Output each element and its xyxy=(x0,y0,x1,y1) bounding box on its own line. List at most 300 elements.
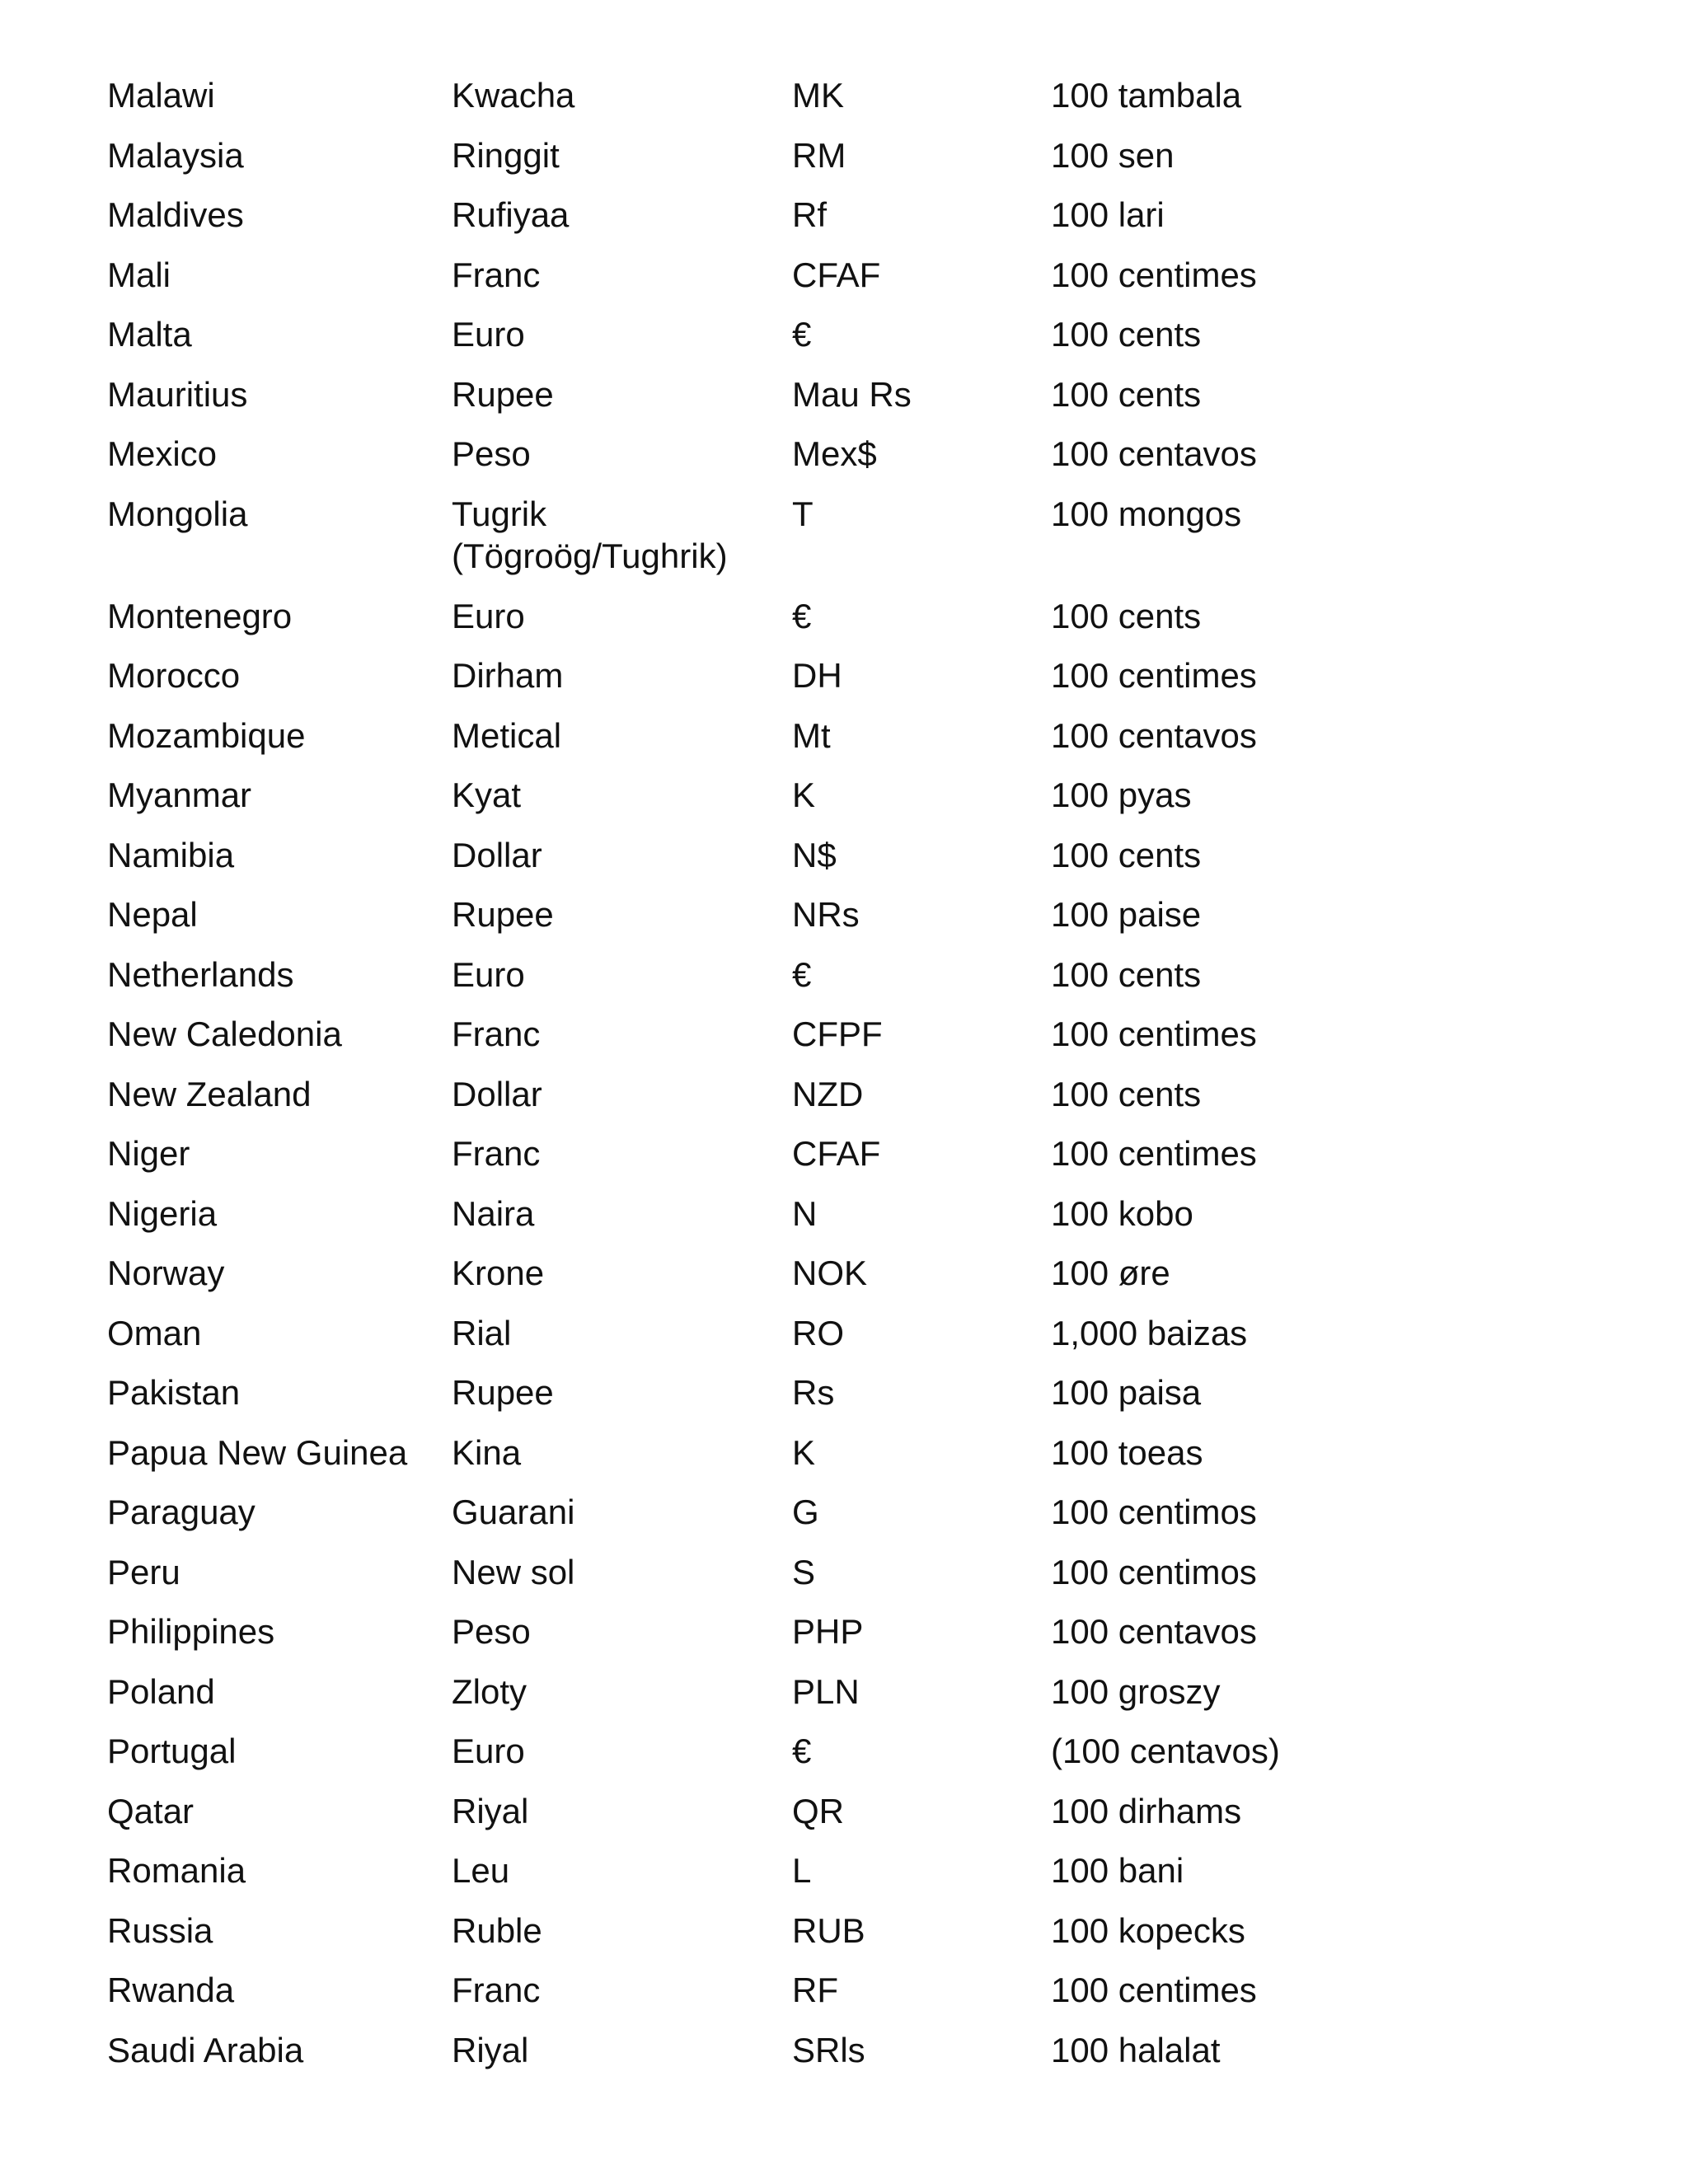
symbol-cell-text: € xyxy=(792,596,812,635)
currency-cell xyxy=(452,1491,792,1551)
symbol-cell-text: NZD xyxy=(792,1074,864,1113)
country-cell-text: Saudi Arabia xyxy=(107,2030,304,2069)
symbol-cell-text: PLN xyxy=(792,1671,860,1711)
table-row xyxy=(107,433,1381,493)
symbol-cell xyxy=(792,373,1051,434)
symbol-cell xyxy=(792,1671,1051,1731)
country-cell-text: New Caledonia xyxy=(107,1015,342,1053)
table-row xyxy=(107,134,1381,194)
symbol-cell xyxy=(792,134,1051,194)
subunit-cell-text: 100 cents xyxy=(1051,954,1202,994)
table-row xyxy=(107,834,1381,894)
subunit-cell-text: 1,000 baizas xyxy=(1051,1313,1248,1352)
country-cell-text: Poland xyxy=(107,1671,215,1711)
table-row xyxy=(107,2029,1381,2089)
country-cell-text: Qatar xyxy=(107,1791,195,1830)
country-cell xyxy=(107,493,452,595)
symbol-cell-text: RF xyxy=(792,1971,838,2009)
country-cell-text: Morocco xyxy=(107,656,241,695)
currency-cell xyxy=(452,433,792,493)
currency-cell xyxy=(452,1013,792,1073)
currency-cell-text: Euro xyxy=(452,596,525,635)
subunit-cell xyxy=(1051,1849,1381,1910)
country-cell xyxy=(107,1730,452,1790)
table-row xyxy=(107,1491,1381,1551)
country-cell-text: Myanmar xyxy=(107,776,252,814)
table-row xyxy=(107,1730,1381,1790)
country-cell xyxy=(107,313,452,373)
symbol-cell-text: DH xyxy=(792,656,842,695)
symbol-cell xyxy=(792,1491,1051,1551)
symbol-cell-text: € xyxy=(792,1732,812,1770)
table-row xyxy=(107,254,1381,314)
country-cell xyxy=(107,254,452,314)
currency-cell xyxy=(452,834,792,894)
table-row xyxy=(107,313,1381,373)
symbol-cell xyxy=(792,893,1051,954)
country-cell-text: Peru xyxy=(107,1552,181,1591)
table-row xyxy=(107,194,1381,254)
currency-cell-text: Rial xyxy=(452,1313,512,1352)
symbol-cell xyxy=(792,254,1051,314)
subunit-cell xyxy=(1051,74,1381,134)
subunit-cell-text: 100 tambala xyxy=(1051,76,1242,115)
country-cell xyxy=(107,954,452,1014)
table-row xyxy=(107,74,1381,134)
country-cell xyxy=(107,1073,452,1133)
subunit-cell-text: 100 centavos xyxy=(1051,1612,1257,1651)
subunit-cell xyxy=(1051,1969,1381,2029)
symbol-cell xyxy=(792,2029,1051,2089)
currency-cell-text: Riyal xyxy=(452,2030,529,2069)
currency-cell xyxy=(452,134,792,194)
currency-cell xyxy=(452,715,792,775)
subunit-cell xyxy=(1051,1193,1381,1253)
subunit-cell xyxy=(1051,774,1381,834)
subunit-cell-text: 100 sen xyxy=(1051,135,1175,175)
symbol-cell-text: RO xyxy=(792,1313,844,1352)
currency-cell-text: Metical xyxy=(452,715,562,755)
subunit-cell-text: 100 kopecks xyxy=(1051,1910,1245,1950)
subunit-cell-text: 100 centimos xyxy=(1051,1493,1257,1531)
symbol-cell xyxy=(792,1013,1051,1073)
table-row xyxy=(107,1790,1381,1850)
subunit-cell-text: 100 øre xyxy=(1051,1254,1170,1292)
country-cell-text: Russia xyxy=(107,1910,213,1950)
subunit-cell xyxy=(1051,194,1381,254)
currency-cell-text: Riyal xyxy=(452,1791,529,1830)
subunit-cell-text: 100 centimes xyxy=(1051,1015,1257,1053)
symbol-cell xyxy=(792,954,1051,1014)
currency-cell-text: Krone xyxy=(452,1254,545,1292)
subunit-cell-text: 100 mongos xyxy=(1051,494,1242,533)
currency-cell xyxy=(452,774,792,834)
country-cell-text: Mauritius xyxy=(107,374,248,414)
subunit-cell xyxy=(1051,1491,1381,1551)
currency-cell xyxy=(452,1671,792,1731)
currency-cell xyxy=(452,254,792,314)
symbol-cell xyxy=(792,433,1051,493)
symbol-cell xyxy=(792,834,1051,894)
subunit-cell-text: 100 cents xyxy=(1051,1074,1202,1113)
table-row xyxy=(107,1610,1381,1671)
currency-cell-text: Rufiyaa xyxy=(452,195,570,234)
symbol-cell-text: Rf xyxy=(792,195,827,234)
currency-cell xyxy=(452,1132,792,1193)
table-row xyxy=(107,373,1381,434)
country-cell xyxy=(107,1132,452,1193)
subunit-cell xyxy=(1051,1312,1381,1372)
country-cell xyxy=(107,1969,452,2029)
table-row xyxy=(107,893,1381,954)
currency-cell-text: Rupee xyxy=(452,895,554,934)
symbol-cell-text: NOK xyxy=(792,1254,868,1292)
subunit-cell xyxy=(1051,134,1381,194)
currency-cell-text: Peso xyxy=(452,434,531,473)
currency-cell-text: Euro xyxy=(452,1732,525,1770)
symbol-cell-text: L xyxy=(792,1851,812,1890)
subunit-cell xyxy=(1051,1432,1381,1492)
subunit-cell-text: 100 bani xyxy=(1051,1851,1184,1890)
country-cell-text: Rwanda xyxy=(107,1971,235,2009)
subunit-cell-text: (100 centavos) xyxy=(1051,1732,1280,1770)
table-row xyxy=(107,1371,1381,1432)
subunit-cell xyxy=(1051,1910,1381,1970)
currency-cell xyxy=(452,893,792,954)
subunit-cell xyxy=(1051,834,1381,894)
table-row xyxy=(107,1849,1381,1910)
subunit-cell xyxy=(1051,2029,1381,2089)
subunit-cell-text: 100 dirhams xyxy=(1051,1791,1242,1830)
country-cell-text: Romania xyxy=(107,1851,246,1890)
currency-cell-text: Franc xyxy=(452,1134,541,1173)
country-cell xyxy=(107,194,452,254)
currency-cell-text: Ruble xyxy=(452,1910,542,1950)
currency-cell-text-line2: (Tögroög/Tughrik) xyxy=(452,536,728,575)
currency-cell xyxy=(452,954,792,1014)
subunit-cell-text: 100 lari xyxy=(1051,195,1165,234)
country-cell-text: Malawi xyxy=(107,76,215,115)
country-cell-text: Niger xyxy=(107,1134,190,1173)
symbol-cell xyxy=(792,1849,1051,1910)
subunit-cell-text: 100 cents xyxy=(1051,835,1202,874)
country-cell xyxy=(107,2029,452,2089)
currency-cell-text: New sol xyxy=(452,1552,575,1591)
subunit-cell xyxy=(1051,1073,1381,1133)
table-row xyxy=(107,1910,1381,1970)
symbol-cell xyxy=(792,774,1051,834)
country-cell-text: Nepal xyxy=(107,895,198,934)
country-cell xyxy=(107,774,452,834)
currency-cell xyxy=(452,194,792,254)
currency-cell xyxy=(452,74,792,134)
country-cell xyxy=(107,1312,452,1372)
currency-cell xyxy=(452,1610,792,1671)
subunit-cell xyxy=(1051,313,1381,373)
country-cell xyxy=(107,74,452,134)
currency-cell-text: Franc xyxy=(452,1015,541,1053)
symbol-cell xyxy=(792,1969,1051,2029)
currency-cell xyxy=(452,1371,792,1432)
symbol-cell xyxy=(792,1610,1051,1671)
symbol-cell xyxy=(792,313,1051,373)
country-cell-text: Mali xyxy=(107,255,171,294)
currency-cell-text: Kwacha xyxy=(452,76,575,115)
currency-cell xyxy=(452,1252,792,1312)
table-row xyxy=(107,1252,1381,1312)
subunit-cell xyxy=(1051,1252,1381,1312)
subunit-cell-text: 100 centimes xyxy=(1051,1134,1257,1173)
subunit-cell-text: 100 centavos xyxy=(1051,434,1257,473)
symbol-cell-text: T xyxy=(792,494,814,533)
country-cell xyxy=(107,1013,452,1073)
currency-cell-text: Euro xyxy=(452,954,525,994)
currency-cell-text: Franc xyxy=(452,1971,541,2009)
table-row xyxy=(107,1013,1381,1073)
country-cell-text: Montenegro xyxy=(107,596,293,635)
subunit-cell-text: 100 toeas xyxy=(1051,1432,1203,1472)
country-cell xyxy=(107,595,452,655)
symbol-cell xyxy=(792,493,1051,595)
currency-cell xyxy=(452,1790,792,1850)
country-cell xyxy=(107,893,452,954)
currency-cell xyxy=(452,595,792,655)
currency-cell-text: Rupee xyxy=(452,374,554,414)
country-cell-text: Pakistan xyxy=(107,1373,241,1412)
currency-cell xyxy=(452,313,792,373)
country-cell-text: Maldives xyxy=(107,195,244,234)
subunit-cell xyxy=(1051,254,1381,314)
subunit-cell-text: 100 centimos xyxy=(1051,1552,1257,1591)
symbol-cell xyxy=(792,715,1051,775)
currency-cell xyxy=(452,654,792,715)
subunit-cell-text: 100 paisa xyxy=(1051,1373,1202,1412)
symbol-cell-text: Rs xyxy=(792,1373,835,1412)
country-cell-text: Portugal xyxy=(107,1732,237,1770)
symbol-cell-text: RUB xyxy=(792,1910,865,1950)
table-row xyxy=(107,1432,1381,1492)
symbol-cell-text: N$ xyxy=(792,835,837,874)
symbol-cell xyxy=(792,1910,1051,1970)
currency-cell-text: Guarani xyxy=(452,1493,575,1531)
symbol-cell-text: € xyxy=(792,315,812,354)
country-cell-text: Mexico xyxy=(107,434,218,473)
currency-cell xyxy=(452,1073,792,1133)
currency-cell xyxy=(452,1312,792,1372)
currency-cell xyxy=(452,2029,792,2089)
subunit-cell xyxy=(1051,1730,1381,1790)
currency-cell-text: Kyat xyxy=(452,776,522,814)
currency-cell xyxy=(452,1910,792,1970)
subunit-cell-text: 100 cents xyxy=(1051,315,1202,354)
symbol-cell-text: Mex$ xyxy=(792,434,877,473)
subunit-cell-text: 100 centimes xyxy=(1051,656,1257,695)
currency-cell xyxy=(452,493,792,595)
subunit-cell-text: 100 paise xyxy=(1051,895,1202,934)
symbol-cell-text: S xyxy=(792,1552,816,1591)
table-row xyxy=(107,715,1381,775)
country-cell-text: Namibia xyxy=(107,835,235,874)
currency-table xyxy=(107,74,1381,2088)
table-row xyxy=(107,1312,1381,1372)
currency-cell-text: Leu xyxy=(452,1851,510,1890)
symbol-cell xyxy=(792,1432,1051,1492)
currency-cell-text: Euro xyxy=(452,315,525,354)
country-cell xyxy=(107,373,452,434)
subunit-cell-text: 100 pyas xyxy=(1051,776,1192,814)
symbol-cell-text: CFPF xyxy=(792,1015,883,1053)
table-row xyxy=(107,954,1381,1014)
table-row xyxy=(107,774,1381,834)
subunit-cell-text: 100 kobo xyxy=(1051,1193,1193,1233)
currency-cell xyxy=(452,1730,792,1790)
subunit-cell-text: 100 centimes xyxy=(1051,1971,1257,2009)
currency-cell xyxy=(452,1849,792,1910)
currency-cell-text: Dirham xyxy=(452,656,564,695)
table-row xyxy=(107,493,1381,595)
table-row xyxy=(107,654,1381,715)
symbol-cell-text: N xyxy=(792,1193,818,1233)
currency-cell-text: Dollar xyxy=(452,1074,542,1113)
currency-cell-text: Naira xyxy=(452,1193,535,1233)
subunit-cell-text: 100 halalat xyxy=(1051,2030,1221,2069)
symbol-cell-text: MK xyxy=(792,76,844,115)
symbol-cell-text: NRs xyxy=(792,895,860,934)
subunit-cell-text: 100 centimes xyxy=(1051,255,1257,294)
currency-cell-text: Dollar xyxy=(452,835,542,874)
country-cell xyxy=(107,715,452,775)
subunit-cell xyxy=(1051,954,1381,1014)
subunit-cell xyxy=(1051,1610,1381,1671)
country-cell-text: Mozambique xyxy=(107,715,306,755)
country-cell xyxy=(107,134,452,194)
symbol-cell xyxy=(792,1790,1051,1850)
symbol-cell-text: Mt xyxy=(792,715,831,755)
symbol-cell-text: QR xyxy=(792,1791,844,1830)
country-cell-text: Malaysia xyxy=(107,135,244,175)
table-row xyxy=(107,1551,1381,1611)
currency-cell-text: Zloty xyxy=(452,1671,528,1711)
symbol-cell xyxy=(792,1371,1051,1432)
currency-cell xyxy=(452,1432,792,1492)
currency-cell-text: Peso xyxy=(452,1612,531,1651)
symbol-cell xyxy=(792,654,1051,715)
country-cell xyxy=(107,1790,452,1850)
symbol-cell-text: RM xyxy=(792,135,846,175)
table-row xyxy=(107,1969,1381,2029)
subunit-cell xyxy=(1051,654,1381,715)
country-cell xyxy=(107,1371,452,1432)
country-cell xyxy=(107,1193,452,1253)
symbol-cell-text: K xyxy=(792,1432,816,1472)
country-cell xyxy=(107,1671,452,1731)
currency-cell xyxy=(452,1551,792,1611)
country-cell-text: Netherlands xyxy=(107,954,294,994)
country-cell-text: Mongolia xyxy=(107,494,248,533)
currency-table-body xyxy=(107,74,1381,2088)
subunit-cell xyxy=(1051,1371,1381,1432)
subunit-cell xyxy=(1051,1551,1381,1611)
country-cell-text: Nigeria xyxy=(107,1193,218,1233)
country-cell xyxy=(107,654,452,715)
subunit-cell xyxy=(1051,1671,1381,1731)
country-cell-text: Oman xyxy=(107,1313,202,1352)
subunit-cell xyxy=(1051,1790,1381,1850)
country-cell-text: Malta xyxy=(107,315,192,354)
symbol-cell xyxy=(792,1312,1051,1372)
symbol-cell xyxy=(792,1073,1051,1133)
symbol-cell xyxy=(792,1193,1051,1253)
symbol-cell xyxy=(792,1252,1051,1312)
subunit-cell xyxy=(1051,893,1381,954)
symbol-cell-text: K xyxy=(792,776,816,814)
subunit-cell-text: 100 groszy xyxy=(1051,1671,1221,1711)
currency-cell-text: Rupee xyxy=(452,1373,554,1412)
subunit-cell xyxy=(1051,715,1381,775)
symbol-cell-text: € xyxy=(792,954,812,994)
subunit-cell-text: 100 cents xyxy=(1051,374,1202,414)
country-cell xyxy=(107,1252,452,1312)
symbol-cell xyxy=(792,1730,1051,1790)
currency-cell xyxy=(452,373,792,434)
country-cell xyxy=(107,1432,452,1492)
symbol-cell-text: SRls xyxy=(792,2030,865,2069)
country-cell-text: Papua New Guinea xyxy=(107,1432,408,1472)
symbol-cell xyxy=(792,595,1051,655)
country-cell xyxy=(107,834,452,894)
currency-cell-text: Ringgit xyxy=(452,135,560,175)
symbol-cell xyxy=(792,1132,1051,1193)
symbol-cell-text: PHP xyxy=(792,1612,864,1651)
currency-cell xyxy=(452,1193,792,1253)
subunit-cell xyxy=(1051,433,1381,493)
currency-cell xyxy=(452,1969,792,2029)
table-row xyxy=(107,595,1381,655)
subunit-cell xyxy=(1051,1132,1381,1193)
table-row xyxy=(107,1132,1381,1193)
country-cell-text: Philippines xyxy=(107,1612,275,1651)
table-row xyxy=(107,1671,1381,1731)
symbol-cell-text: CFAF xyxy=(792,255,881,294)
subunit-cell xyxy=(1051,1013,1381,1073)
currency-cell-text: Kina xyxy=(452,1432,522,1472)
currency-cell-text: Franc xyxy=(452,255,541,294)
table-row xyxy=(107,1073,1381,1133)
symbol-cell-text: Mau Rs xyxy=(792,374,912,414)
country-cell xyxy=(107,1610,452,1671)
table-row xyxy=(107,1193,1381,1253)
symbol-cell xyxy=(792,194,1051,254)
country-cell xyxy=(107,1849,452,1910)
symbol-cell-text: G xyxy=(792,1493,819,1531)
subunit-cell xyxy=(1051,373,1381,434)
country-cell-text: Norway xyxy=(107,1254,225,1292)
subunit-cell-text: 100 cents xyxy=(1051,596,1202,635)
country-cell-text: Paraguay xyxy=(107,1493,256,1531)
subunit-cell-text: 100 centavos xyxy=(1051,715,1257,755)
symbol-cell xyxy=(792,74,1051,134)
country-cell xyxy=(107,1491,452,1551)
currency-cell-text: Tugrik xyxy=(452,494,547,533)
country-cell-text: New Zealand xyxy=(107,1074,312,1113)
country-cell xyxy=(107,1551,452,1611)
symbol-cell xyxy=(792,1551,1051,1611)
subunit-cell xyxy=(1051,595,1381,655)
symbol-cell-text: CFAF xyxy=(792,1134,881,1173)
country-cell xyxy=(107,433,452,493)
country-cell xyxy=(107,1910,452,1970)
subunit-cell xyxy=(1051,493,1381,595)
